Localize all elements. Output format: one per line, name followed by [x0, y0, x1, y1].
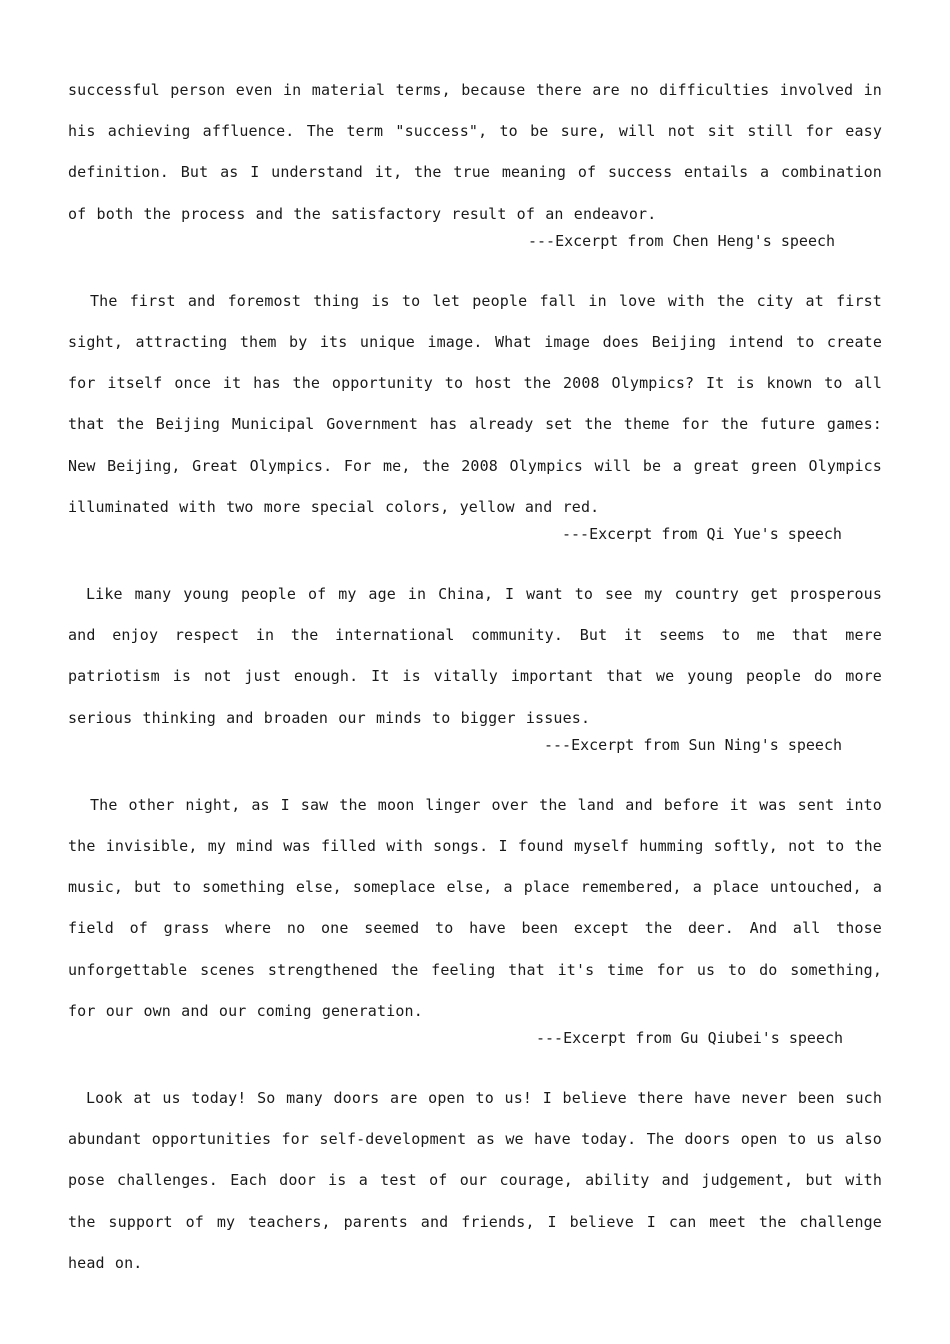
passage-look-at-us: Look at us today! So many doors are open to us! I believe there have never been such abundant opportunities for self-development as we have today. The doors open to us also pose challenges. Each door is a test of our courage, ability and judgement, but with the support of my teachers, parents and friends, I believe I can meet the challenge head on. — [68, 1089, 882, 1272]
attribution-gu-qiubei: ---Excerpt from Gu Qiubei's speech — [536, 1029, 844, 1048]
passage-chen-heng: successful person even in material terms, because there are no difficulties involved in his achieving affluence. The term "success", to be sure, will not sit still for easy definition. But as I understand it, the true meaning of success entails a combination of both the process and the satisfactory result of an endeavor. — [68, 81, 882, 223]
attribution-chen-heng: ---Excerpt from Chen Heng's speech — [528, 231, 836, 250]
attribution-sun-ning: ---Excerpt from Sun Ning's speech — [544, 735, 843, 754]
spacer — [68, 251, 882, 281]
attribution-qi-yue: ---Excerpt from Qi Yue's speech — [562, 525, 842, 544]
spacer — [68, 544, 882, 574]
spacer — [68, 755, 882, 785]
passage-sun-ning: Like many young people of my age in China, I want to see my country get prosperous and enjoy respect in the international community. But it seems to me that mere patriotism is not just enough. It is vitally important that we young people do more serious thinking and broaden our minds to bigger issues. — [68, 585, 882, 727]
spacer — [68, 1048, 882, 1078]
document-page — [68, 70, 882, 1284]
passage-gu-qiubei: The other night, as I saw the moon linger over the land and before it was sent into the invisible, my mind was filled with songs. I found myself humming softly, not to the music, but to something else, someplace else, a place remembered, a place untouched, a field of grass where no one seemed to have been except the deer. And all those unforgettable scenes strengthened the feeling that it's time for us to do something, for our own and our coming generation. — [68, 795, 882, 1020]
passage-qi-yue: The first and foremost thing is to let people fall in love with the city at first sight, attracting them by its unique image. What image does Beijing intend to create for itself once it has the opportunity to host the 2008 Olympics? It is known to all that the Beijing Municipal Government has already set the theme for the future games: New Beijing, Great Olympics. For me, the 2008 Olympics will be a great green Olympics illuminated with two more special colors, yellow and red. — [68, 291, 882, 516]
